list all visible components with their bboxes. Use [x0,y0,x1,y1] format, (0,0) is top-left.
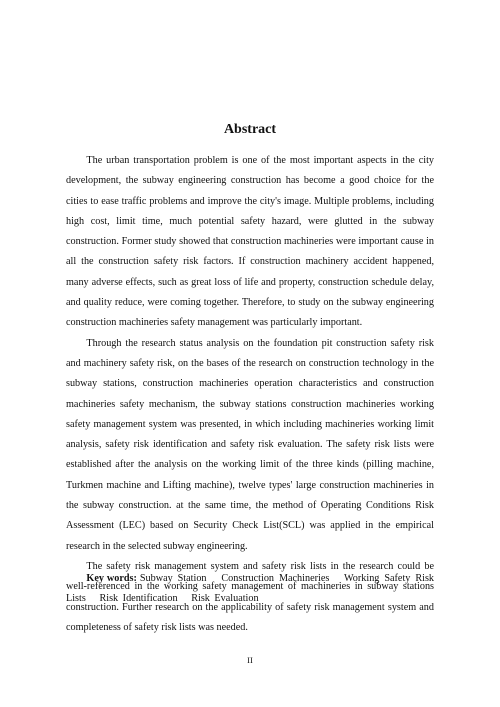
keywords-label: Key words: [86,573,137,584]
abstract-paragraph-3: The safety risk management system and safety risk lists in the research could be well-referenced in the working safety management of machineries in subway stations construction. Further research on the applicability of safety risk management system and completeness of safety risk lists was needed. [66,560,434,633]
abstract-paragraph-1: The urban transportation problem is one of the most important aspects in the city development, the subway engineering construction has become a good choice for the cities to ease traffic problems and improve the city's image. Multiple problems, including high cost, limit time, much potential safety hazard, were glutted in the subway construction. Former study showed that construction machineries were important cause in all the construction safety risk factors. If construction machinery accident happened, many adverse effects, such as great loss of life and property, construction schedule delay, and quality reduce, were coming together. Therefore, to study on the subway engineering construction machineries safety management was particularly important. [66,155,434,329]
keywords-section [66,569,439,610]
abstract-title: Abstract [223,122,277,137]
keywords-list: Subway Station Construction Machineries Working Safety Risk Lists Risk Identification Risk Evaluation [66,573,439,605]
abstract-paragraph-2: Through the research status analysis on the foundation pit construction safety risk and machinery safety risk, on the bases of the research on construction technology in the subway stations, construction machineries operation characteristics and construction machineries safety mechanism, the subway stations construction machineries working safety management system was presented, in which including machineries working limit analysis, safety risk identification and safety risk evaluation. The safety risk lists were established after the analysis on the working limit of the three kinds (pilling machine, Turkmen machine and Lifting machine), twelve types' large construction machineries in the subway construction. at the same time, the method of Operating Conditions Risk Assessment (LEC) based on Security Check List(SCL) was applied in the empirical research in the selected subway engineering. [66,337,434,552]
abstract-body [66,151,434,638]
page-number: II [247,655,253,665]
